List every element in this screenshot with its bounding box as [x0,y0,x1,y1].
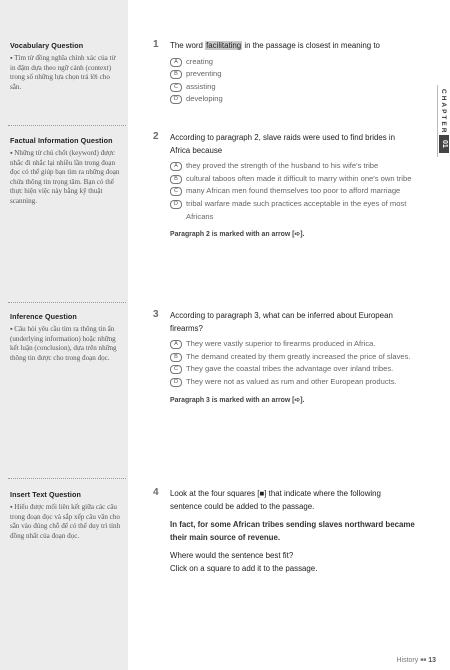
insert-sentence: In fact, for some African tribes sending slaves northward became their main source of revenue. [170,520,415,542]
option-text: creating [186,56,214,66]
question-text: Look at the four squares [■] that indicate where the following sentence could be added to the passage. [170,489,381,511]
tip-body: ▪ Những từ chủ chốt (keyword) được nhắc đi nhắc lại nhiều lần trong đoạn đọc có thể giúp bạn tìm ra những đoạn chứa thông tin trọng tâm. Bạn có thể thực hiện việc này bằng kỹ thuật scanning. [10,149,120,205]
answer-option-a[interactable] [170,160,415,173]
question-text: According to paragraph 3, what can be inferred about European firearms? [170,311,393,333]
option-letter-badge: A [170,162,182,171]
option-text: tribal warfare made such practices acceptable in the eyes of most Africans [186,198,407,221]
option-text: they proved the strength of the husband to his wife's tribe [186,161,379,171]
answer-option-d[interactable] [170,93,415,106]
chapter-tab [437,85,450,157]
option-text: The demand created by them greatly increased the price of slaves. [186,351,411,361]
question-number: 3 [153,309,159,320]
question-text-part: in the passage is closest in meaning to [242,41,380,50]
tip-factual [10,136,122,207]
tip-inference [10,312,122,363]
answer-option-c[interactable] [170,185,415,198]
question-2 [153,132,415,238]
option-letter-badge: D [170,378,182,387]
page-number: 13 [428,657,436,664]
tip-body: ▪ Hiểu được mối liên kết giữa các câu trong đoạn đọc và sắp xếp câu văn cho sẵn vào đúng chỗ để có thể duy trì tính đồng nhất của đoạn đọc. [10,503,121,540]
answer-option-c[interactable] [170,81,415,94]
option-letter-badge: B [170,175,182,184]
question-text [170,40,415,53]
question-number: 4 [153,487,159,498]
option-text: They were vastly superior to firearms produced in Africa. [186,339,376,349]
tip-title: Factual Information Question [10,136,113,145]
question-4 [153,488,415,576]
question-number: 1 [153,39,159,50]
option-text: preventing [186,69,222,79]
highlighted-word: facilitating [206,41,242,50]
prompt-line: Click on a square to add it to the passage. [170,563,318,573]
option-letter-badge: B [170,70,182,79]
page-footer [396,657,436,664]
tip-body: ▪ Tìm từ đồng nghĩa chính xác của từ in đậm dựa theo ngữ cảnh (context) trong số những lựa chọn trả lời cho sẵn. [10,54,116,91]
tip-title: Inference Question [10,312,77,321]
answer-option-b[interactable] [170,173,415,186]
question-1 [153,40,415,106]
option-letter-badge: C [170,187,182,196]
answer-option-a[interactable] [170,338,415,351]
answer-option-b[interactable] [170,351,415,364]
option-letter-badge: A [170,340,182,349]
tip-insert-text [10,490,122,541]
tips-sidebar [0,0,128,670]
answer-options [170,56,415,106]
answer-options [170,338,415,388]
answer-options [170,160,415,223]
question-prompt [170,550,415,575]
tip-title: Vocabulary Question [10,41,84,50]
paragraph-note: Paragraph 3 is marked with an arrow [➪]. [170,396,305,404]
question-text-part: The word [170,41,206,50]
question-number: 2 [153,131,159,142]
answer-option-c[interactable] [170,363,415,376]
footer-section: History [396,657,419,664]
tip-vocabulary [10,41,122,92]
footer-separator-icon: ■■ [420,657,427,663]
option-letter-badge: D [170,200,182,209]
tip-title: Insert Text Question [10,490,81,499]
option-letter-badge: D [170,95,182,104]
option-text: They were not as valued as rum and other European products. [186,376,397,386]
option-letter-badge: B [170,353,182,362]
option-text: developing [186,94,223,104]
answer-option-d[interactable] [170,376,415,389]
option-text: cultural taboos often made it difficult to marry within one's own tribe [186,173,412,183]
paragraph-note: Paragraph 2 is marked with an arrow [➪]. [170,231,305,239]
question-3 [153,310,415,404]
option-letter-badge: A [170,58,182,67]
divider [8,302,126,303]
chapter-number: 01 [439,135,449,153]
answer-option-d[interactable] [170,198,415,223]
prompt-line: Where would the sentence best fit? [170,551,294,561]
chapter-label: CHAPTER [440,89,447,135]
tip-body: ▪ Câu hỏi yêu cầu tìm ra thông tin ẩn (underlying information) hoặc những kết luận (conclusion), dựa trên những thông tin được cho trong đoạn đọc. [10,325,117,362]
divider [8,478,126,479]
option-letter-badge: C [170,365,182,374]
option-text: They gave the coastal tribes the advantage over inland tribes. [186,364,394,374]
divider [8,125,126,126]
option-text: many African men found themselves too poor to afford marriage [186,186,401,196]
answer-option-a[interactable] [170,56,415,69]
option-text: assisting [186,81,216,91]
answer-option-b[interactable] [170,68,415,81]
question-text: According to paragraph 2, slave raids were used to find brides in Africa because [170,133,396,155]
option-letter-badge: C [170,83,182,92]
